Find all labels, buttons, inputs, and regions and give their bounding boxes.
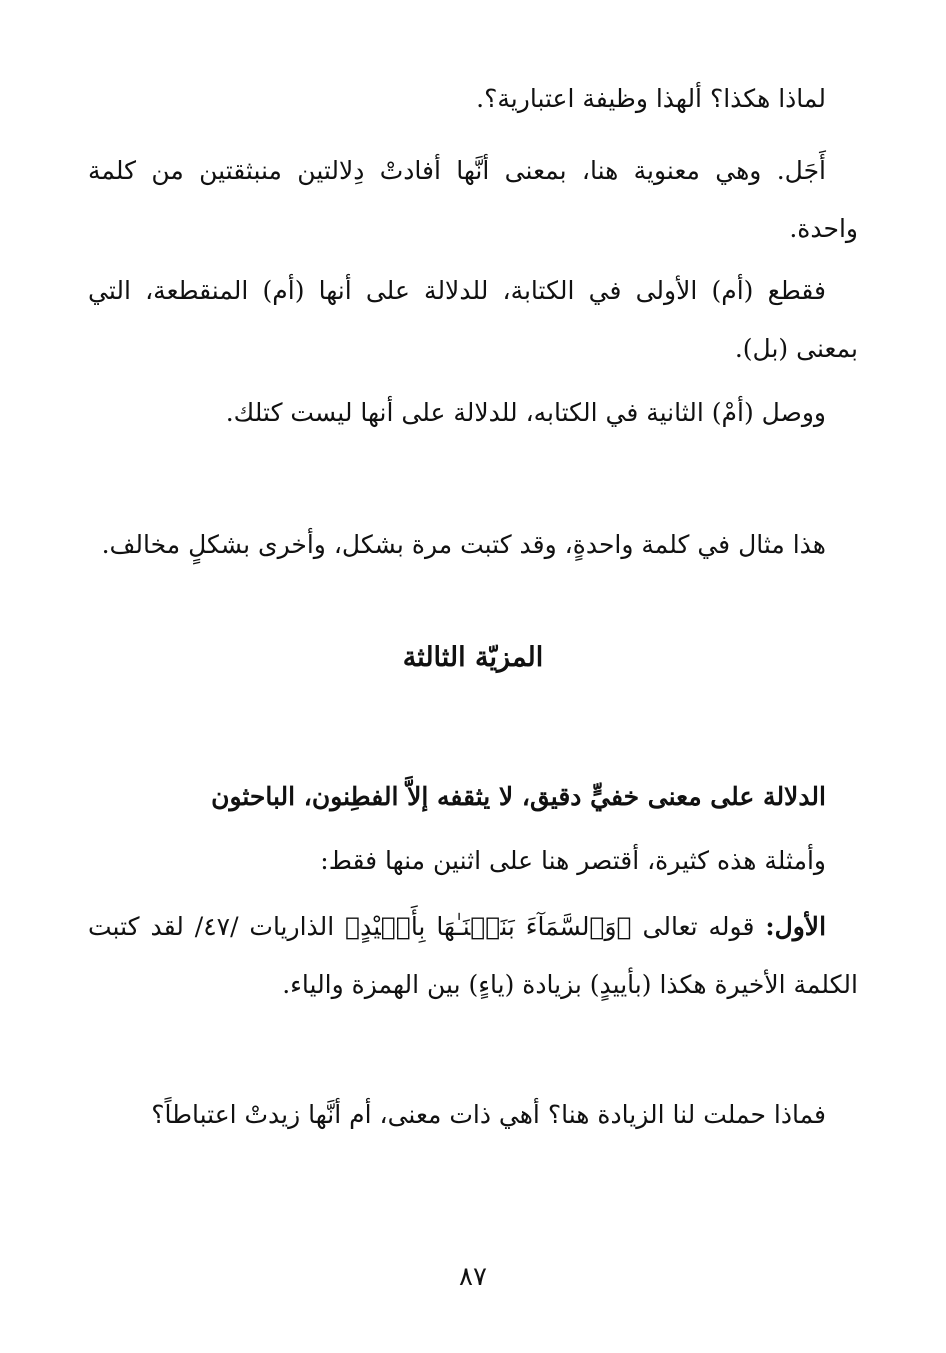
paragraph-6-bold: الدلالة على معنى خفيٍّ دقيق، لا يثقفه إلاَّ الفطِنون، الباحثون — [211, 782, 826, 811]
paragraph-5: هذا مثال في كلمة واحدةٍ، وقد كتبت مرة بشكل، وأخرى بشكلٍ مخالف. — [101, 530, 826, 559]
page-number: ٨٧ — [459, 1262, 487, 1292]
section-heading: المزيّة الثالثة — [402, 642, 544, 673]
paragraph-2: أَجَل. وهي معنوية هنا، بمعنى أنَّها أفادتْ دِلالتين منبثقتين من كلمة واحدة. — [88, 156, 858, 243]
example-label: الأول: — [765, 912, 827, 941]
paragraph-7: وأمثلة هذه كثيرة، أقتصر هنا على اثنين منها فقط: — [320, 846, 826, 875]
paragraph-1: لماذا هكذا؟ ألهذا وظيفة اعتبارية؟. — [476, 84, 826, 113]
paragraph-4: ووصل (أمْ) الثانية في الكتابه، للدلالة على أنها ليست كتلك. — [225, 398, 826, 427]
paragraph-9: فماذا حملت لنا الزيادة هنا؟ أهي ذات معنى، أم أنَّها زيدتْ اعتباطاً؟ — [151, 1100, 826, 1129]
paragraph-3: فقطع (أم) الأولى في الكتابة، للدلالة على أنها (أم) المنقطعة، التي بمعنى (بل). — [88, 276, 858, 363]
example-text: قوله تعالى ﴿وَٱلسَّمَآءَ بَنَيۡنَـٰهَا بِأَيۡيْدٍ﴾ الذاريات /٤٧/ لقد كتبت الكلمة الأخيرة هكذا (بأييدٍ) بزيادة (ياءٍ) بين الهمزة والياء. — [88, 912, 858, 999]
paragraph-8 — [88, 898, 858, 1014]
